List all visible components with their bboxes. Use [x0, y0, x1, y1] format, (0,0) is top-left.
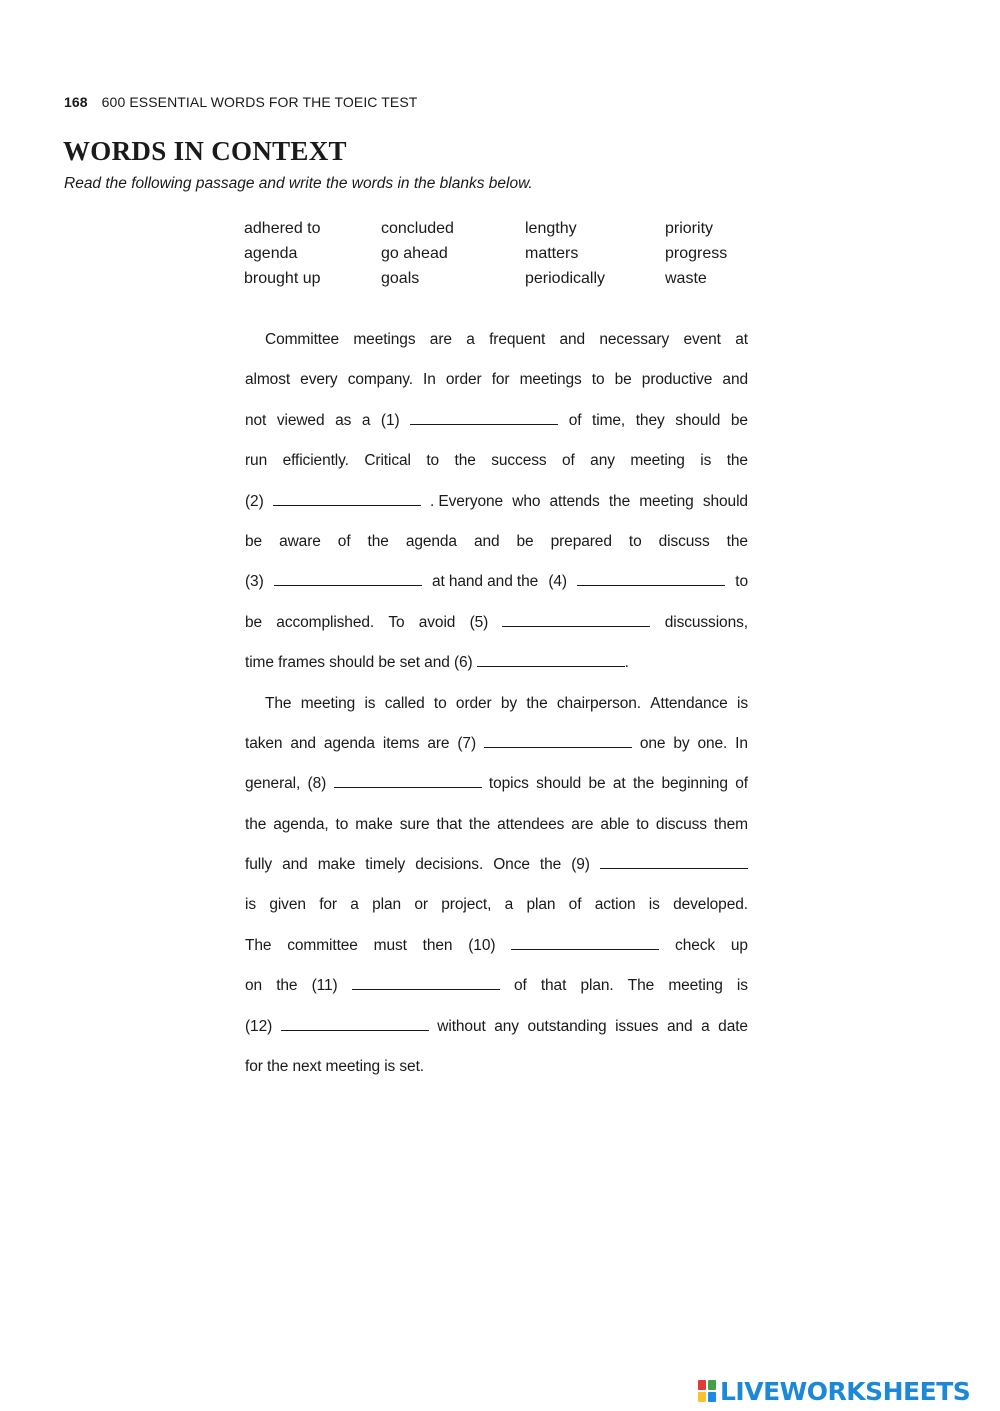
passage-word: should [702, 492, 748, 510]
passage-word: discuss [658, 532, 710, 550]
passage-word: them [713, 815, 748, 833]
passage-word: one. [697, 734, 728, 752]
passage-word: is [364, 694, 376, 712]
passage-word: on [245, 977, 263, 995]
passage-word: and [559, 331, 586, 348]
passage-word: be [245, 532, 263, 550]
passage-word: avoid [418, 613, 456, 631]
passage-word: date [718, 1017, 748, 1035]
answer-blank-6[interactable] [477, 651, 625, 667]
passage-word: run [245, 452, 268, 470]
passage-word: able [600, 815, 630, 833]
passage-word: of [513, 977, 527, 995]
passage-word: called [384, 694, 425, 712]
passage-word: by [673, 734, 690, 752]
passage-word: as [335, 411, 352, 429]
passage-word: of [568, 411, 582, 429]
passage-word: should [536, 775, 582, 793]
passage-word: developed. [673, 896, 748, 914]
passage-word: committee [287, 936, 358, 954]
answer-blank-4[interactable] [577, 570, 725, 586]
logo-icon [698, 1380, 716, 1402]
passage-word: to [591, 371, 605, 389]
passage-word: be [588, 775, 606, 793]
instructions: Read the following passage and write the words in the blanks below. [64, 175, 533, 192]
passage-word: order [445, 371, 482, 389]
passage-word: . [624, 654, 629, 672]
word-bank-item: lengthy [525, 220, 577, 237]
passage-word: productive [641, 371, 713, 389]
passage-word: fully [245, 856, 273, 874]
passage-word: the [468, 815, 491, 833]
passage-word: make [355, 815, 393, 833]
passage-word: time frames should be set and (6) [245, 654, 473, 672]
passage-line [245, 934, 748, 974]
passage-word: the [245, 815, 267, 833]
passage-line [245, 853, 748, 893]
passage-word: project, [441, 896, 492, 914]
logo-text: LIVEWORKSHEETS [720, 1376, 971, 1406]
passage-word: The [245, 936, 272, 954]
passage-word: a [701, 1017, 710, 1035]
passage-word: viewed [276, 411, 325, 429]
passage-word: company. [347, 371, 413, 389]
passage-word: to [628, 532, 642, 550]
passage-word: of [568, 896, 582, 914]
passage-word: discuss [655, 815, 707, 833]
passage-word: and [473, 532, 500, 550]
word-bank [244, 220, 765, 288]
passage-word: are [429, 331, 452, 348]
passage-word: (7) [457, 734, 477, 752]
passage-word: and [722, 371, 748, 389]
logo-square [708, 1392, 716, 1402]
passage-line [245, 449, 748, 489]
passage-word: given [269, 896, 306, 914]
passage-word: for [491, 371, 510, 389]
passage-word: or [414, 896, 428, 914]
passage-word: the [526, 694, 548, 712]
passage-word: is [245, 896, 256, 914]
passage-word: and [282, 856, 308, 874]
passage-word: be [245, 613, 263, 631]
passage-word: timely [365, 856, 406, 874]
passage-word: must [373, 936, 407, 954]
passage-word: at hand and the [431, 573, 539, 591]
passage-word: then [422, 936, 453, 954]
passage-word: (11) [311, 977, 338, 995]
passage-word: meeting [668, 977, 723, 995]
passage-word: the [367, 532, 389, 550]
passage-word: the [454, 452, 476, 470]
passage-line [245, 611, 748, 651]
word-bank-item: concluded [381, 220, 454, 237]
passage-word: agenda [323, 734, 375, 752]
passage-word: meeting [639, 492, 694, 510]
passage-word: plan. [580, 977, 614, 995]
passage-word: sure [399, 815, 430, 833]
passage-word: agenda [405, 532, 457, 550]
word-bank-item: brought up [244, 270, 321, 287]
passage-word: plan [526, 896, 556, 914]
passage-line [245, 570, 748, 610]
passage-word: (8) [307, 775, 327, 793]
passage-word: (1) [380, 411, 400, 429]
passage [245, 328, 748, 1095]
passage-line [245, 1055, 748, 1095]
passage-word: To [388, 613, 405, 631]
passage-word: efficiently. [282, 452, 349, 470]
word-bank-item: agenda [244, 245, 298, 262]
passage-word: that [540, 977, 567, 995]
passage-word: aware [279, 532, 321, 550]
passage-word: every [300, 371, 338, 389]
passage-word: by [500, 694, 518, 712]
passage-word: meetings [519, 371, 582, 389]
passage-word: is [736, 694, 748, 712]
passage-word: the [608, 492, 631, 510]
passage-word: outstanding [527, 1017, 607, 1035]
passage-word: action [594, 896, 636, 914]
passage-word: any [590, 452, 615, 470]
passage-word: is [736, 977, 748, 995]
passage-word: attends [549, 492, 600, 510]
passage-line [245, 651, 748, 691]
passage-word: who [512, 492, 541, 510]
answer-blank-7[interactable] [484, 732, 632, 748]
passage-word: Once [493, 856, 530, 874]
passage-word: Critical [364, 452, 411, 470]
passage-word: check [675, 936, 716, 954]
passage-word: up [730, 936, 748, 954]
page-header [64, 94, 417, 110]
passage-line [245, 813, 748, 853]
passage-line [245, 772, 748, 812]
passage-word: meeting [300, 694, 356, 712]
passage-word: a [350, 896, 359, 914]
answer-blank-12[interactable] [281, 1015, 429, 1031]
passage-word: one [639, 734, 666, 752]
word-bank-item: waste [665, 270, 707, 287]
word-bank-item: progress [665, 245, 728, 262]
passage-word: (5) [469, 613, 489, 631]
passage-word: of [735, 775, 748, 793]
passage-word: a [504, 896, 514, 914]
passage-line [245, 409, 748, 449]
passage-word: time, [592, 411, 626, 429]
answer-blank-1[interactable] [410, 409, 558, 425]
passage-word: In [735, 734, 748, 752]
passage-word: to [636, 815, 649, 833]
passage-word: are [427, 734, 450, 752]
word-bank-item: periodically [525, 270, 606, 287]
passage-word: are [571, 815, 594, 833]
passage-word: (10) [468, 936, 496, 954]
passage-word: Committee [265, 331, 340, 348]
passage-word: to [335, 815, 349, 833]
passage-word: meetings [353, 331, 416, 348]
passage-word: to [426, 452, 440, 470]
passage-word: issues [615, 1017, 659, 1035]
word-bank-item: go ahead [381, 245, 448, 262]
passage-line [245, 368, 748, 408]
passage-word: attendees [497, 815, 565, 833]
passage-word: the [539, 856, 562, 874]
passage-word: The [265, 694, 292, 712]
passage-word: be [614, 371, 632, 389]
passage-line [245, 732, 748, 772]
passage-word: not [245, 411, 267, 429]
passage-word: should [675, 411, 721, 429]
passage-line [245, 1015, 748, 1055]
answer-blank-9[interactable] [600, 853, 748, 869]
answer-blank-5[interactable] [502, 611, 650, 627]
answer-blank-3[interactable] [274, 570, 422, 586]
passage-word: (9) [571, 856, 590, 874]
passage-word: general, [245, 775, 301, 793]
passage-word: . Everyone [429, 492, 504, 510]
passage-word: at [735, 331, 748, 348]
liveworksheets-logo [698, 1377, 970, 1405]
passage-line [245, 692, 748, 732]
passage-word: prepared [550, 532, 612, 550]
passage-word: the [632, 775, 655, 793]
logo-square [708, 1380, 716, 1390]
passage-word: chairperson. [556, 694, 641, 712]
passage-word: be [516, 532, 534, 550]
passage-word: is [648, 896, 660, 914]
passage-word: for [319, 896, 337, 914]
passage-word: event [683, 331, 721, 348]
answer-blank-10[interactable] [511, 934, 659, 950]
answer-blank-8[interactable] [334, 772, 482, 788]
passage-word: decisions. [415, 856, 484, 874]
passage-word: Attendance [650, 694, 728, 712]
passage-word: taken [245, 734, 283, 752]
passage-word: that [436, 815, 462, 833]
passage-word: almost [245, 371, 291, 389]
passage-word: and [666, 1017, 693, 1035]
answer-blank-2[interactable] [273, 490, 421, 506]
passage-word: without [437, 1017, 486, 1035]
word-bank-item: adhered to [244, 220, 321, 237]
passage-word: to [735, 573, 748, 591]
book-title: 600 ESSENTIAL WORDS FOR THE TOEIC TEST [101, 94, 418, 110]
passage-word: necessary [599, 331, 670, 348]
passage-word: of [337, 532, 351, 550]
passage-word: (4) [548, 573, 567, 591]
passage-word: (3) [245, 573, 264, 591]
passage-word: the [276, 977, 298, 995]
passage-line [245, 974, 748, 1014]
passage-line [245, 530, 748, 570]
answer-blank-11[interactable] [352, 974, 500, 990]
passage-word: success [491, 452, 547, 470]
passage-word: the [726, 532, 748, 550]
word-bank-item: goals [381, 270, 420, 287]
passage-word: (2) [245, 492, 264, 510]
logo-square [698, 1392, 706, 1402]
passage-word: plan [372, 896, 402, 914]
passage-word: meeting [630, 452, 685, 470]
passage-word: accomplished. [276, 613, 375, 631]
passage-word: any [494, 1017, 519, 1035]
word-bank-item: priority [665, 220, 714, 237]
passage-word: beginning [661, 775, 728, 793]
passage-word: agenda, [273, 815, 329, 833]
passage-word: frequent [489, 331, 546, 348]
passage-word: be [730, 411, 748, 429]
passage-word: order [455, 694, 492, 712]
passage-word: discussions, [664, 613, 748, 631]
page-number: 168 [64, 94, 88, 110]
section-title: WORDS IN CONTEXT [63, 136, 347, 166]
passage-word: make [317, 856, 356, 874]
passage-word: In [423, 371, 436, 389]
word-bank-item: matters [525, 245, 579, 262]
passage-word: they [635, 411, 665, 429]
passage-word: of [561, 452, 575, 470]
passage-word: The [627, 977, 655, 995]
passage-line [245, 328, 748, 368]
passage-word: is [700, 452, 712, 470]
passage-word: for the next meeting is set. [245, 1058, 424, 1076]
passage-line [245, 893, 748, 933]
passage-word: items [382, 734, 420, 752]
passage-word: to [433, 694, 447, 712]
passage-word: and [290, 734, 316, 752]
passage-word: at [612, 775, 626, 793]
passage-word: the [726, 452, 748, 470]
logo-square [698, 1380, 706, 1390]
passage-line [245, 490, 748, 530]
passage-word: (12) [245, 1017, 273, 1035]
passage-word: a [466, 331, 475, 348]
passage-word: topics [488, 775, 529, 793]
passage-word: a [361, 411, 371, 429]
